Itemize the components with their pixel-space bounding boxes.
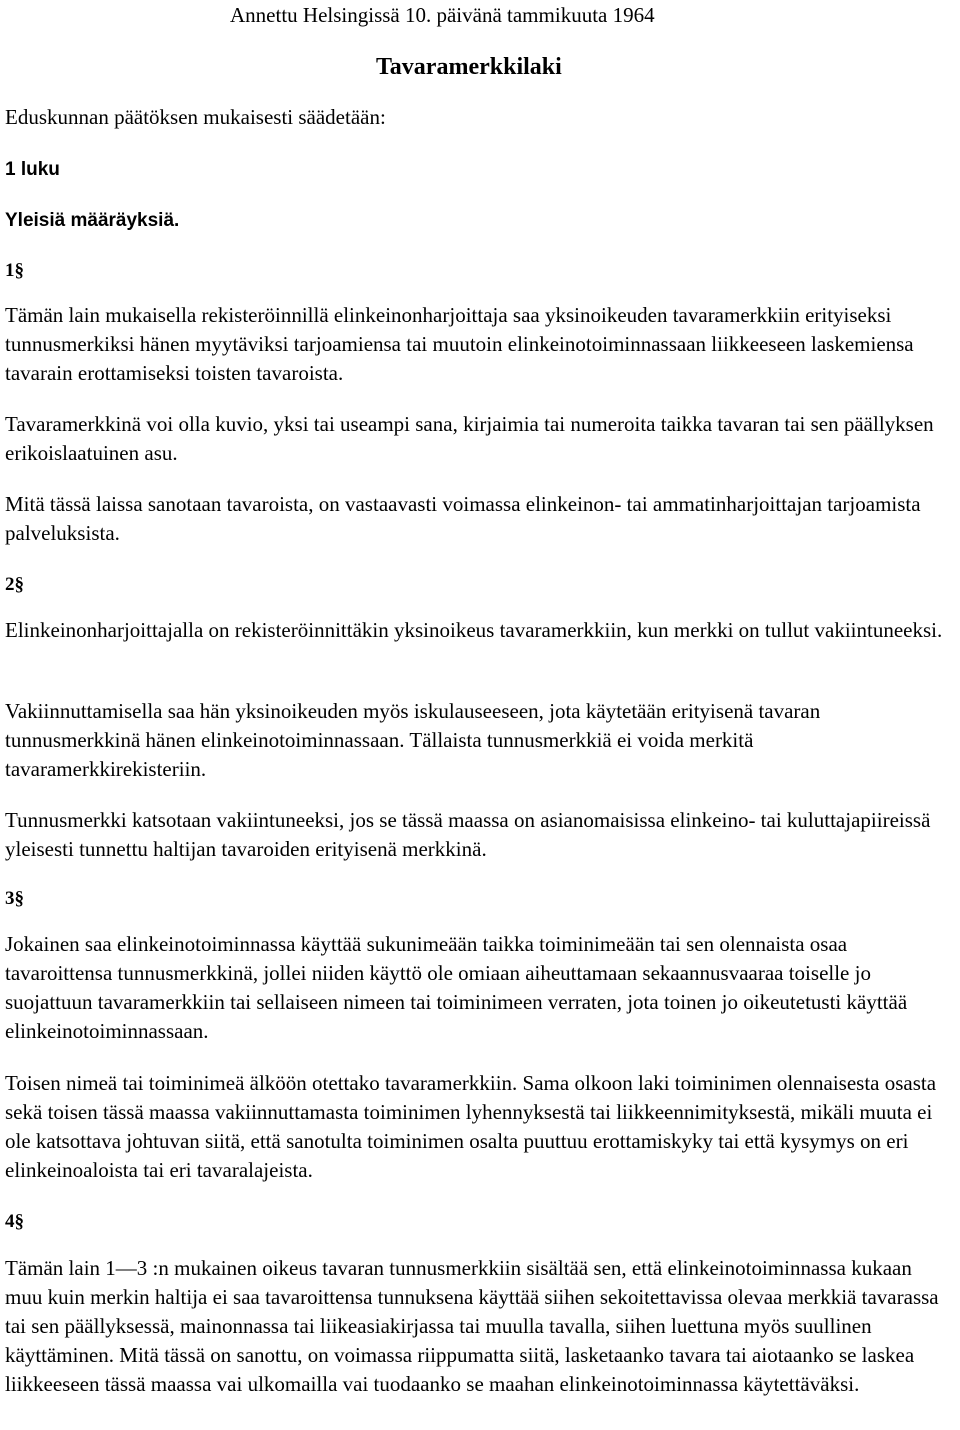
section-2-paragraph-3: Tunnusmerkki katsotaan vakiintuneeksi, jos se tässä maassa on asianomaisissa elinkeino- tai kuluttajapiireissä yleisesti tunnettu haltijan tavaroiden erityisenä merkkinä. xyxy=(5,808,931,861)
section-1-paragraph-1: Tämän lain mukaisella rekisteröinnillä elinkeinonharjoittaja saa yksinoikeuden tavaramerkkiin erityiseksi tunnusmerkiksi hänen myytäviksi tarjoamiensa tai muutoin elinkeinotoiminnassaan liikkeeseen laskemiensa tavarain erottamiseksi toisten tavaroista. xyxy=(5,303,914,385)
law-title: Tavaramerkkilaki xyxy=(376,54,562,80)
section-1-paragraph-2: Tavaramerkkinä voi olla kuvio, yksi tai useampi sana, kirjaimia tai numeroita taikka tavaran tai sen päällyksen erikoislaatuinen asu. xyxy=(5,412,934,465)
section-3-mark: 3§ xyxy=(5,888,24,909)
section-1-paragraph-3: Mitä tässä laissa sanotaan tavaroista, on vastaavasti voimassa elinkeinon- tai ammatinharjoittajan tarjoamista palveluksista. xyxy=(5,492,921,545)
section-2-mark: 2§ xyxy=(5,574,24,595)
chapter-number: 1 luku xyxy=(5,159,60,180)
enactment-preamble: Eduskunnan päätöksen mukaisesti säädetään: xyxy=(5,105,386,129)
chapter-title: Yleisiä määräyksiä. xyxy=(5,210,180,231)
section-4-paragraph-1: Tämän lain 1—3 :n mukainen oikeus tavaran tunnusmerkkiin sisältää sen, että elinkeinotoiminnassa kukaan muu kuin merkin haltija ei saa tavaroittensa tunnuksena käyttää siihen sekoitettavissa olevaa merkkiä tavarassa tai sen päällyksessä, mainonnassa tai liikeasiakirjassa tai muulla tavalla, siihen luettuna myös suullinen käyttäminen. Mitä tässä on sanottu, on voimassa riippumatta siitä, lasketaanko tavara tai aiotaanko se laskea liikkeeseen tässä maassa vai ulkomailla vai tuodaanko se maahan elinkeinotoiminnassa käytettäväksi. xyxy=(5,1256,939,1396)
section-2-paragraph-1: Elinkeinonharjoittajalla on rekisteröinnittäkin yksinoikeus tavaramerkkiin, kun merkki on tullut vakiintuneeksi. xyxy=(5,618,943,642)
section-1-mark: 1§ xyxy=(5,260,24,281)
section-3-paragraph-1: Jokainen saa elinkeinotoiminnassa käyttää sukunimeään taikka toiminimeään tai sen olennaista osaa tavaroittensa tunnusmerkkinä, jollei niiden käyttö ole omiaan aiheuttamaan sekaannusvaaraa toiselle jo suojattuun tavaramerkkiin tai sellaiseen nimeen tai toiminimeen verraten, jota toinen jo oikeutetusti käyttää elinkeinotoiminnassaan. xyxy=(5,932,908,1043)
enactment-date: Annettu Helsingissä 10. päivänä tammikuuta 1964 xyxy=(230,3,655,27)
section-3-paragraph-2: Toisen nimeä tai toiminimeä älköön otettako tavaramerkkiin. Sama olkoon laki toiminimen olennaisesta osasta sekä toisen tässä maassa vakiinnuttamasta toiminimen lyhennyksestä tai liikkeennimityksestä, mikäli muuta ei ole katsottava johtuvan siitä, että sanotulta toiminimen osalta puuttuu erottamiskyky tai että kysymys on eri elinkeinoaloista tai eri tavaralajeista. xyxy=(5,1071,937,1182)
section-2-paragraph-2: Vakiinnuttamisella saa hän yksinoikeuden myös iskulauseeseen, jota käytetään erityisenä tavaran tunnusmerkkinä hänen elinkeinotoiminnassaan. Tällaista tunnusmerkkiä ei voida merkitä tavaramerkkirekisteriin. xyxy=(5,699,821,781)
section-4-mark: 4§ xyxy=(5,1211,24,1232)
